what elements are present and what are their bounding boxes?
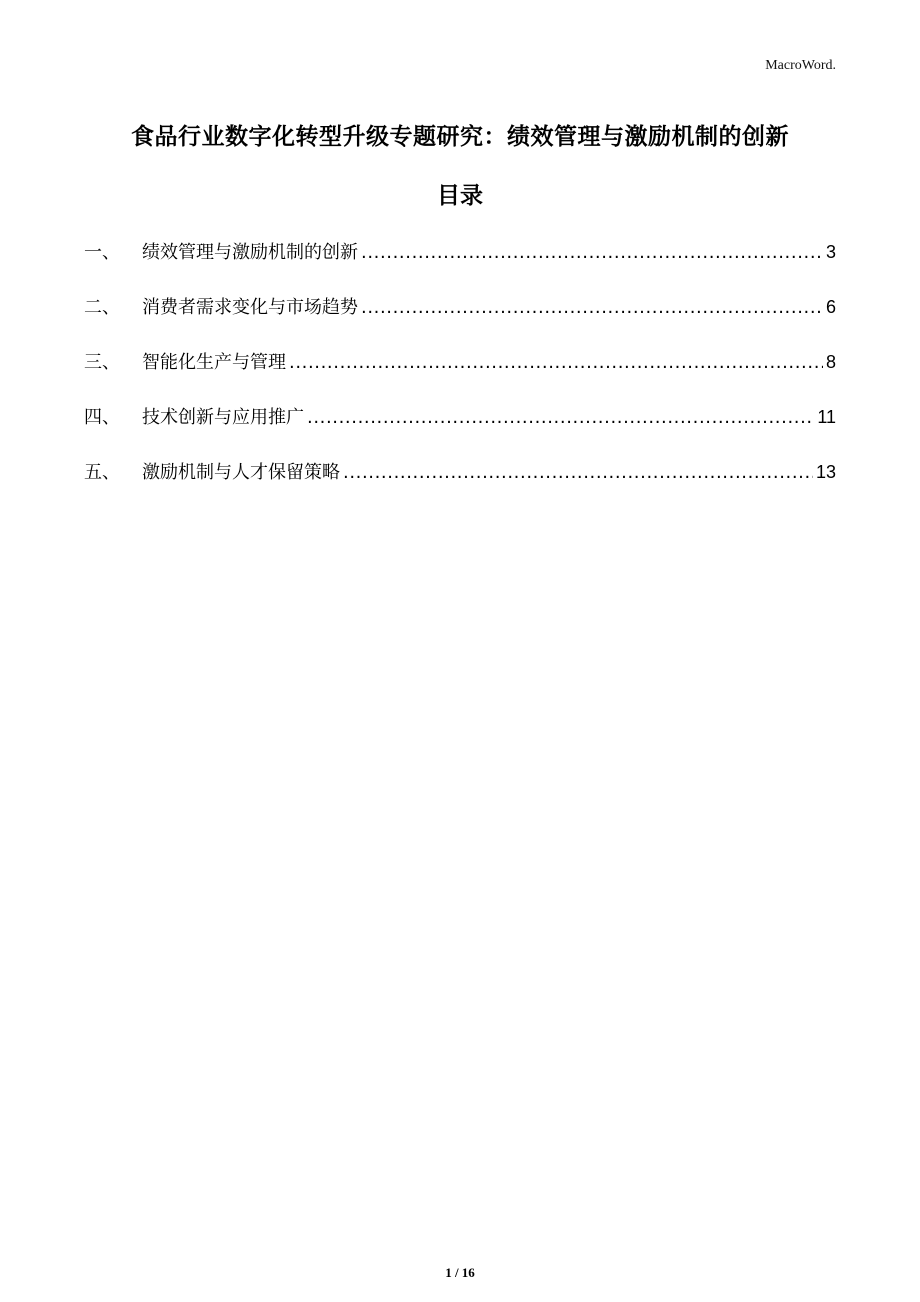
- toc-entry-label[interactable]: 激励机制与人才保留策略: [142, 462, 340, 483]
- toc-entry-label[interactable]: 绩效管理与激励机制的创新: [142, 242, 358, 263]
- toc-heading: 目录: [437, 183, 483, 209]
- toc-entry-1[interactable]: [84, 234, 836, 270]
- toc-entry-page[interactable]: 8: [825, 352, 836, 372]
- toc-entry-3[interactable]: [84, 344, 836, 380]
- toc-entry-page[interactable]: 13: [815, 462, 836, 482]
- toc-entry-label[interactable]: 智能化生产与管理: [142, 352, 286, 373]
- toc-entry-number: 三、: [84, 352, 120, 373]
- toc-entry-page[interactable]: 11: [817, 407, 836, 427]
- toc-entry-number: 二、: [84, 297, 120, 318]
- toc-entry-page[interactable]: 3: [825, 242, 836, 262]
- header-brand: MacroWord.: [765, 58, 836, 73]
- toc-dot-leader: [361, 235, 823, 271]
- table-of-contents: [84, 234, 836, 509]
- toc-entry-number: 五、: [84, 462, 120, 483]
- toc-entry-4[interactable]: [84, 399, 836, 435]
- toc-entry-label[interactable]: 消费者需求变化与市场趋势: [142, 297, 358, 318]
- toc-entry-page[interactable]: 6: [825, 297, 836, 317]
- toc-dot-leader: [307, 400, 814, 436]
- document-title: 食品行业数字化转型升级专题研究：绩效管理与激励机制的创新: [131, 124, 789, 150]
- toc-dot-leader: [343, 455, 813, 491]
- page-indicator: 1 / 16: [445, 1265, 475, 1280]
- toc-entry-5[interactable]: [84, 454, 836, 490]
- toc-entry-2[interactable]: [84, 289, 836, 325]
- toc-dot-leader: [289, 345, 823, 381]
- toc-entry-number: 一、: [84, 242, 120, 263]
- toc-entry-label[interactable]: 技术创新与应用推广: [142, 407, 304, 428]
- toc-dot-leader: [361, 290, 823, 326]
- toc-entry-number: 四、: [84, 407, 120, 428]
